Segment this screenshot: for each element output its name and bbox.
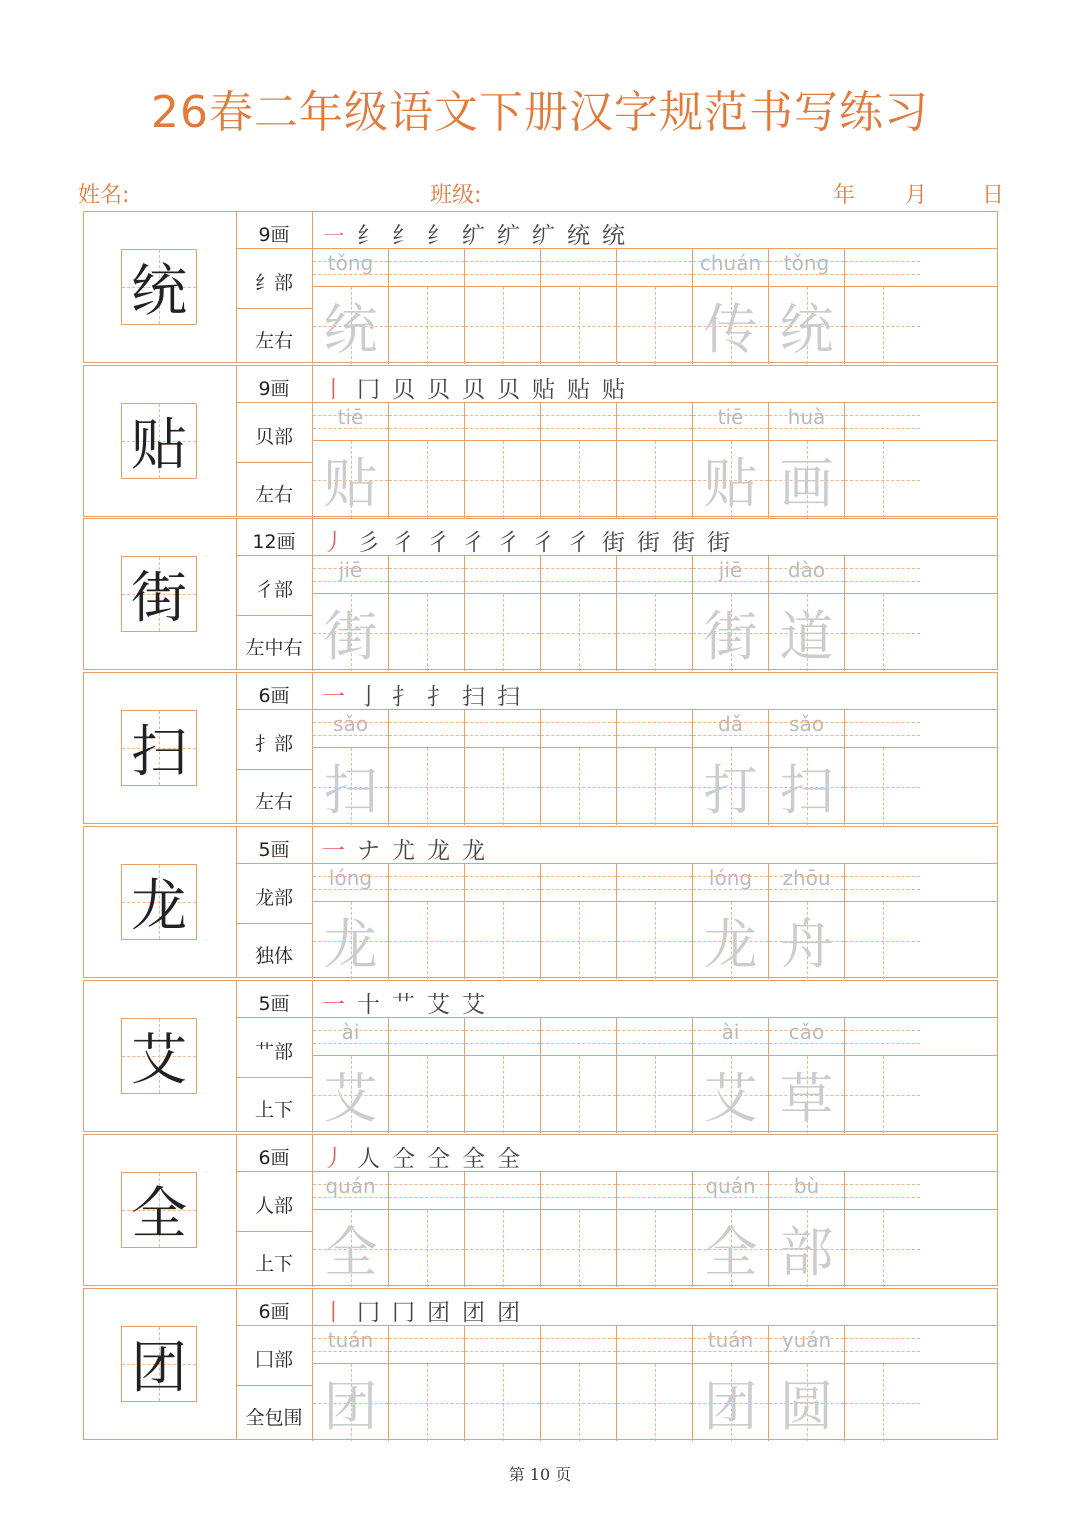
writing-cell[interactable] — [616, 1364, 692, 1441]
pinyin-cell[interactable] — [692, 556, 768, 594]
stroke-step: 扫 — [497, 684, 520, 710]
model-char: 扫 — [131, 720, 187, 785]
stroke-step: 龙 — [427, 838, 450, 864]
pinyin-cell[interactable] — [692, 710, 768, 748]
trace-char: 贴 — [703, 452, 758, 515]
stroke-step: 丿 — [322, 530, 345, 556]
model-char: 贴 — [131, 413, 187, 478]
structure: 上下 — [254, 1253, 293, 1275]
writing-cell[interactable] — [464, 1056, 540, 1133]
writing-cell[interactable] — [312, 594, 388, 671]
structure: 独体 — [254, 945, 293, 967]
pinyin-cell[interactable] — [540, 556, 616, 594]
writing-cell[interactable] — [844, 441, 920, 518]
writing-cell[interactable] — [540, 748, 616, 825]
name-label: 姓名: — [78, 183, 130, 208]
pinyin-cell[interactable] — [312, 864, 388, 902]
writing-cell[interactable] — [768, 1056, 844, 1133]
pinyin-cell[interactable] — [768, 710, 844, 748]
writing-cell[interactable] — [312, 902, 388, 979]
writing-cell[interactable] — [768, 1364, 844, 1441]
pinyin-text: bù — [793, 1174, 820, 1198]
stroke-step: 贝 — [427, 377, 450, 403]
stroke-order — [322, 1140, 532, 1173]
radical: 彳部 — [254, 579, 293, 601]
model-char: 团 — [131, 1336, 187, 1401]
writing-cell[interactable] — [540, 594, 616, 671]
stroke-count: 5画 — [258, 839, 290, 861]
pinyin-cell[interactable] — [388, 1172, 464, 1210]
pinyin-cell[interactable] — [540, 249, 616, 287]
stroke-step: 仝 — [427, 1146, 450, 1172]
stroke-count: 6画 — [258, 1147, 290, 1169]
structure: 上下 — [254, 1099, 293, 1121]
stroke-step: 一 — [322, 838, 345, 864]
writing-cell[interactable] — [464, 1364, 540, 1441]
pinyin-text: quán — [325, 1174, 376, 1198]
writing-cell[interactable] — [312, 748, 388, 825]
pinyin-text: chuán — [699, 251, 762, 275]
stroke-step: 纩 — [462, 223, 485, 249]
stroke-count: 12画 — [252, 531, 296, 553]
stroke-step: 人 — [357, 1146, 380, 1172]
stroke-order — [322, 524, 742, 557]
writing-cell[interactable] — [692, 441, 768, 518]
trace-char: 全 — [703, 1221, 758, 1284]
stroke-step: 彳 — [567, 530, 590, 556]
writing-cell[interactable] — [312, 1056, 388, 1133]
stroke-order — [322, 832, 497, 865]
writing-cell[interactable] — [616, 441, 692, 518]
stroke-step: 彳 — [392, 530, 415, 556]
pinyin-cell[interactable] — [768, 1326, 844, 1364]
model-char-box — [121, 556, 197, 632]
pinyin-cell[interactable] — [464, 403, 540, 441]
pinyin-cell[interactable] — [844, 1172, 920, 1210]
pinyin-text: tǒng — [783, 251, 830, 275]
stroke-order — [322, 678, 532, 711]
stroke-step: 冂 — [392, 1300, 415, 1326]
model-char: 艾 — [131, 1028, 187, 1093]
pinyin-cell[interactable] — [464, 1326, 540, 1364]
pinyin-text: yuán — [781, 1328, 832, 1352]
pinyin-cell[interactable] — [388, 403, 464, 441]
writing-cell[interactable] — [616, 902, 692, 979]
stroke-step: 扌 — [427, 684, 450, 710]
stroke-step: 统 — [602, 223, 625, 249]
page-title: 26春二年级语文下册汉字规范书写练习 — [151, 87, 929, 138]
writing-cell[interactable] — [312, 1364, 388, 1441]
trace-char: 贴 — [323, 452, 378, 515]
stroke-step: 丨 — [322, 1300, 345, 1326]
page-number: 第 10 页 — [508, 1465, 572, 1484]
pinyin-cell[interactable] — [312, 556, 388, 594]
stroke-count: 6画 — [258, 685, 290, 707]
trace-char: 统 — [323, 298, 378, 361]
model-char-box — [121, 710, 197, 786]
pinyin-cell[interactable] — [844, 1326, 920, 1364]
trace-char: 部 — [779, 1221, 834, 1284]
stroke-step: 贴 — [602, 377, 625, 403]
char-practice-block — [83, 1134, 998, 1286]
char-practice-block — [83, 518, 998, 670]
month-label: 月 — [905, 183, 928, 208]
pinyin-cell[interactable] — [312, 249, 388, 287]
pinyin-text: sǎo — [789, 712, 824, 736]
writing-cell[interactable] — [692, 1210, 768, 1287]
year-label: 年 — [833, 183, 856, 208]
writing-cell[interactable] — [692, 1364, 768, 1441]
writing-cell[interactable] — [616, 594, 692, 671]
writing-cell[interactable] — [540, 1210, 616, 1287]
writing-cell[interactable] — [768, 902, 844, 979]
writing-cell[interactable] — [388, 1364, 464, 1441]
pinyin-cell[interactable] — [540, 403, 616, 441]
stroke-step: 贴 — [567, 377, 590, 403]
writing-cell[interactable] — [464, 902, 540, 979]
structure: 左右 — [254, 330, 293, 352]
stroke-step: 冂 — [357, 1300, 380, 1326]
structure: 全包围 — [245, 1407, 303, 1429]
model-char-box — [121, 1018, 197, 1094]
writing-cell[interactable] — [388, 441, 464, 518]
char-practice-block — [83, 211, 998, 363]
pinyin-cell[interactable] — [692, 249, 768, 287]
writing-cell[interactable] — [844, 1210, 920, 1287]
pinyin-cell[interactable] — [768, 403, 844, 441]
stroke-step: 彳 — [532, 530, 555, 556]
pinyin-text: tuán — [707, 1328, 754, 1352]
pinyin-cell[interactable] — [388, 864, 464, 902]
radical: 纟部 — [254, 272, 293, 294]
pinyin-cell[interactable] — [692, 1326, 768, 1364]
stroke-step: 纟 — [357, 223, 380, 249]
trace-char: 圆 — [779, 1375, 834, 1438]
trace-char: 扫 — [323, 759, 378, 822]
char-practice-block — [83, 980, 998, 1132]
pinyin-cell[interactable] — [616, 556, 692, 594]
model-char: 统 — [131, 259, 187, 324]
pinyin-text: ài — [721, 1020, 740, 1044]
pinyin-cell[interactable] — [692, 1018, 768, 1056]
pinyin-cell[interactable] — [388, 1018, 464, 1056]
day-label: 日 — [982, 183, 1005, 208]
stroke-step: 一 — [322, 992, 345, 1018]
stroke-step: 纩 — [532, 223, 555, 249]
writing-cell[interactable] — [540, 902, 616, 979]
model-char: 全 — [131, 1182, 187, 1247]
pinyin-text: dào — [787, 558, 826, 582]
writing-cell[interactable] — [692, 902, 768, 979]
writing-cell[interactable] — [312, 287, 388, 364]
writing-cell[interactable] — [692, 748, 768, 825]
stroke-step: 龙 — [462, 838, 485, 864]
model-char-box — [121, 403, 197, 479]
writing-cell[interactable] — [464, 594, 540, 671]
pinyin-cell[interactable] — [844, 864, 920, 902]
stroke-count: 9画 — [258, 378, 290, 400]
stroke-step: 贝 — [497, 377, 520, 403]
pinyin-cell[interactable] — [616, 249, 692, 287]
structure: 左中右 — [245, 637, 303, 659]
pinyin-cell[interactable] — [464, 710, 540, 748]
pinyin-text: jiē — [338, 558, 363, 582]
radical: 龙部 — [254, 887, 293, 909]
writing-cell[interactable] — [768, 287, 844, 364]
trace-char: 打 — [703, 759, 758, 822]
writing-cell[interactable] — [388, 287, 464, 364]
writing-cell[interactable] — [464, 441, 540, 518]
pinyin-cell[interactable] — [844, 249, 920, 287]
pinyin-text: ài — [341, 1020, 360, 1044]
pinyin-cell[interactable] — [844, 1018, 920, 1056]
writing-cell[interactable] — [844, 902, 920, 979]
stroke-step: 尤 — [392, 838, 415, 864]
writing-cell[interactable] — [768, 441, 844, 518]
trace-char: 扫 — [779, 759, 834, 822]
structure: 左右 — [254, 484, 293, 506]
pinyin-cell[interactable] — [844, 710, 920, 748]
pinyin-cell[interactable] — [464, 864, 540, 902]
writing-cell[interactable] — [844, 1056, 920, 1133]
writing-cell[interactable] — [540, 287, 616, 364]
stroke-count: 6画 — [258, 1301, 290, 1323]
radical: 人部 — [254, 1195, 293, 1217]
stroke-step: 扌 — [392, 684, 415, 710]
pinyin-cell[interactable] — [692, 1172, 768, 1210]
pinyin-text: quán — [705, 1174, 756, 1198]
writing-cell[interactable] — [616, 1210, 692, 1287]
pinyin-cell[interactable] — [464, 1018, 540, 1056]
writing-cell[interactable] — [464, 287, 540, 364]
stroke-step: 街 — [602, 530, 625, 556]
stroke-step: 贝 — [462, 377, 485, 403]
pinyin-cell[interactable] — [540, 710, 616, 748]
stroke-step: 艹 — [392, 992, 415, 1018]
writing-cell[interactable] — [312, 1210, 388, 1287]
stroke-step: ㇐ — [322, 223, 345, 249]
radical: 囗部 — [254, 1349, 293, 1371]
stroke-step: 扫 — [462, 684, 485, 710]
trace-char: 道 — [779, 605, 834, 668]
stroke-step: 艾 — [462, 992, 485, 1018]
stroke-step: 团 — [497, 1300, 520, 1326]
trace-char: 艾 — [323, 1067, 378, 1130]
stroke-step: 全 — [462, 1146, 485, 1172]
writing-cell[interactable] — [388, 902, 464, 979]
stroke-step: 团 — [462, 1300, 485, 1326]
pinyin-cell[interactable] — [312, 1326, 388, 1364]
pinyin-text: zhōu — [782, 866, 831, 890]
pinyin-cell[interactable] — [692, 403, 768, 441]
char-practice-block — [83, 672, 998, 824]
stroke-step: 贴 — [532, 377, 555, 403]
stroke-step: 纟 — [427, 223, 450, 249]
trace-char: 舟 — [779, 913, 834, 976]
stroke-step: 彳 — [427, 530, 450, 556]
stroke-step: 团 — [427, 1300, 450, 1326]
pinyin-cell[interactable] — [768, 1018, 844, 1056]
stroke-step: 纩 — [497, 223, 520, 249]
pinyin-cell[interactable] — [464, 1172, 540, 1210]
stroke-step: 纟 — [392, 223, 415, 249]
pinyin-cell[interactable] — [692, 864, 768, 902]
stroke-step: 全 — [497, 1146, 520, 1172]
stroke-order — [322, 217, 637, 250]
writing-cell[interactable] — [616, 287, 692, 364]
stroke-order — [322, 1294, 532, 1327]
trace-char: 全 — [323, 1221, 378, 1284]
pinyin-text: dǎ — [718, 712, 743, 736]
pinyin-cell[interactable] — [388, 710, 464, 748]
char-practice-block — [83, 826, 998, 978]
stroke-step: 丨 — [322, 377, 345, 403]
stroke-step: 彳 — [462, 530, 485, 556]
pinyin-cell[interactable] — [768, 249, 844, 287]
stroke-step: 仝 — [392, 1146, 415, 1172]
pinyin-cell[interactable] — [388, 1326, 464, 1364]
pinyin-cell[interactable] — [844, 556, 920, 594]
pinyin-cell[interactable] — [464, 556, 540, 594]
writing-cell[interactable] — [388, 1210, 464, 1287]
stroke-step: 一 — [322, 684, 345, 710]
model-char-box — [121, 1172, 197, 1248]
pinyin-cell[interactable] — [540, 1018, 616, 1056]
writing-cell[interactable] — [540, 1364, 616, 1441]
writing-cell[interactable] — [768, 1210, 844, 1287]
stroke-step: 街 — [672, 530, 695, 556]
trace-char: 画 — [779, 452, 834, 515]
trace-char: 街 — [323, 605, 378, 668]
writing-cell[interactable] — [388, 594, 464, 671]
writing-cell[interactable] — [312, 441, 388, 518]
pinyin-cell[interactable] — [616, 710, 692, 748]
pinyin-cell[interactable] — [312, 1018, 388, 1056]
char-practice-block — [83, 1288, 998, 1440]
stroke-step: 十 — [357, 992, 380, 1018]
trace-char: 艾 — [703, 1067, 758, 1130]
pinyin-cell[interactable] — [768, 1172, 844, 1210]
writing-cell[interactable] — [692, 1056, 768, 1133]
pinyin-cell[interactable] — [388, 249, 464, 287]
stroke-step: 冂 — [357, 377, 380, 403]
writing-cell[interactable] — [844, 748, 920, 825]
pinyin-text: sǎo — [333, 712, 368, 736]
pinyin-cell[interactable] — [616, 1326, 692, 1364]
writing-cell[interactable] — [540, 1056, 616, 1133]
trace-char: 龙 — [323, 913, 378, 976]
stroke-step: 街 — [637, 530, 660, 556]
radical: 贝部 — [254, 426, 293, 448]
writing-cell[interactable] — [616, 748, 692, 825]
pinyin-text: tiē — [717, 405, 744, 429]
trace-char: 团 — [323, 1375, 378, 1438]
pinyin-text: huà — [787, 405, 826, 429]
structure: 左右 — [254, 791, 293, 813]
pinyin-cell[interactable] — [540, 1326, 616, 1364]
writing-cell[interactable] — [844, 1364, 920, 1441]
stroke-step: 彳 — [497, 530, 520, 556]
pinyin-cell[interactable] — [616, 403, 692, 441]
trace-char: 草 — [779, 1067, 834, 1130]
stroke-step: 统 — [567, 223, 590, 249]
pinyin-cell[interactable] — [616, 1172, 692, 1210]
writing-cell[interactable] — [616, 1056, 692, 1133]
writing-cell[interactable] — [844, 594, 920, 671]
writing-cell[interactable] — [844, 287, 920, 364]
char-practice-block — [83, 365, 998, 517]
writing-cell[interactable] — [768, 594, 844, 671]
model-char: 街 — [131, 566, 187, 631]
writing-cell[interactable] — [388, 1056, 464, 1133]
pinyin-cell[interactable] — [768, 556, 844, 594]
pinyin-cell[interactable] — [312, 710, 388, 748]
writing-cell[interactable] — [692, 287, 768, 364]
pinyin-text: tǒng — [327, 251, 374, 275]
trace-char: 团 — [703, 1375, 758, 1438]
writing-cell[interactable] — [388, 748, 464, 825]
radical: 扌部 — [254, 733, 293, 755]
writing-cell[interactable] — [540, 441, 616, 518]
stroke-step: 丿 — [322, 1146, 345, 1172]
stroke-step: 艾 — [427, 992, 450, 1018]
pinyin-cell[interactable] — [540, 864, 616, 902]
stroke-order — [322, 986, 497, 1019]
class-label: 班级: — [430, 183, 482, 208]
model-char-box — [121, 249, 197, 325]
pinyin-text: jiē — [718, 558, 743, 582]
model-char-box — [121, 1326, 197, 1402]
stroke-step: 亅 — [357, 684, 380, 710]
stroke-step: ナ — [357, 838, 380, 864]
pinyin-cell[interactable] — [312, 1172, 388, 1210]
pinyin-cell[interactable] — [616, 1018, 692, 1056]
pinyin-cell[interactable] — [464, 249, 540, 287]
stroke-count: 9画 — [258, 224, 290, 246]
stroke-step: 彡 — [357, 530, 380, 556]
radical: 艹部 — [254, 1041, 293, 1063]
writing-cell[interactable] — [464, 748, 540, 825]
trace-char: 传 — [703, 298, 758, 361]
trace-char: 统 — [779, 298, 834, 361]
writing-cell[interactable] — [768, 748, 844, 825]
stroke-step: 贝 — [392, 377, 415, 403]
pinyin-cell[interactable] — [616, 864, 692, 902]
trace-char: 街 — [703, 605, 758, 668]
pinyin-cell[interactable] — [844, 403, 920, 441]
pinyin-cell[interactable] — [388, 556, 464, 594]
stroke-step: 街 — [707, 530, 730, 556]
trace-char: 龙 — [703, 913, 758, 976]
writing-cell[interactable] — [692, 594, 768, 671]
pinyin-text: tuán — [327, 1328, 374, 1352]
pinyin-text: lóng — [328, 866, 373, 890]
stroke-count: 5画 — [258, 993, 290, 1015]
pinyin-text: tiē — [337, 405, 364, 429]
pinyin-cell[interactable] — [768, 864, 844, 902]
writing-cell[interactable] — [464, 1210, 540, 1287]
pinyin-text: lóng — [708, 866, 753, 890]
model-char-box — [121, 864, 197, 940]
pinyin-cell[interactable] — [312, 403, 388, 441]
model-char: 龙 — [131, 874, 187, 939]
pinyin-text: cǎo — [788, 1020, 825, 1044]
stroke-order — [322, 371, 637, 404]
pinyin-cell[interactable] — [540, 1172, 616, 1210]
